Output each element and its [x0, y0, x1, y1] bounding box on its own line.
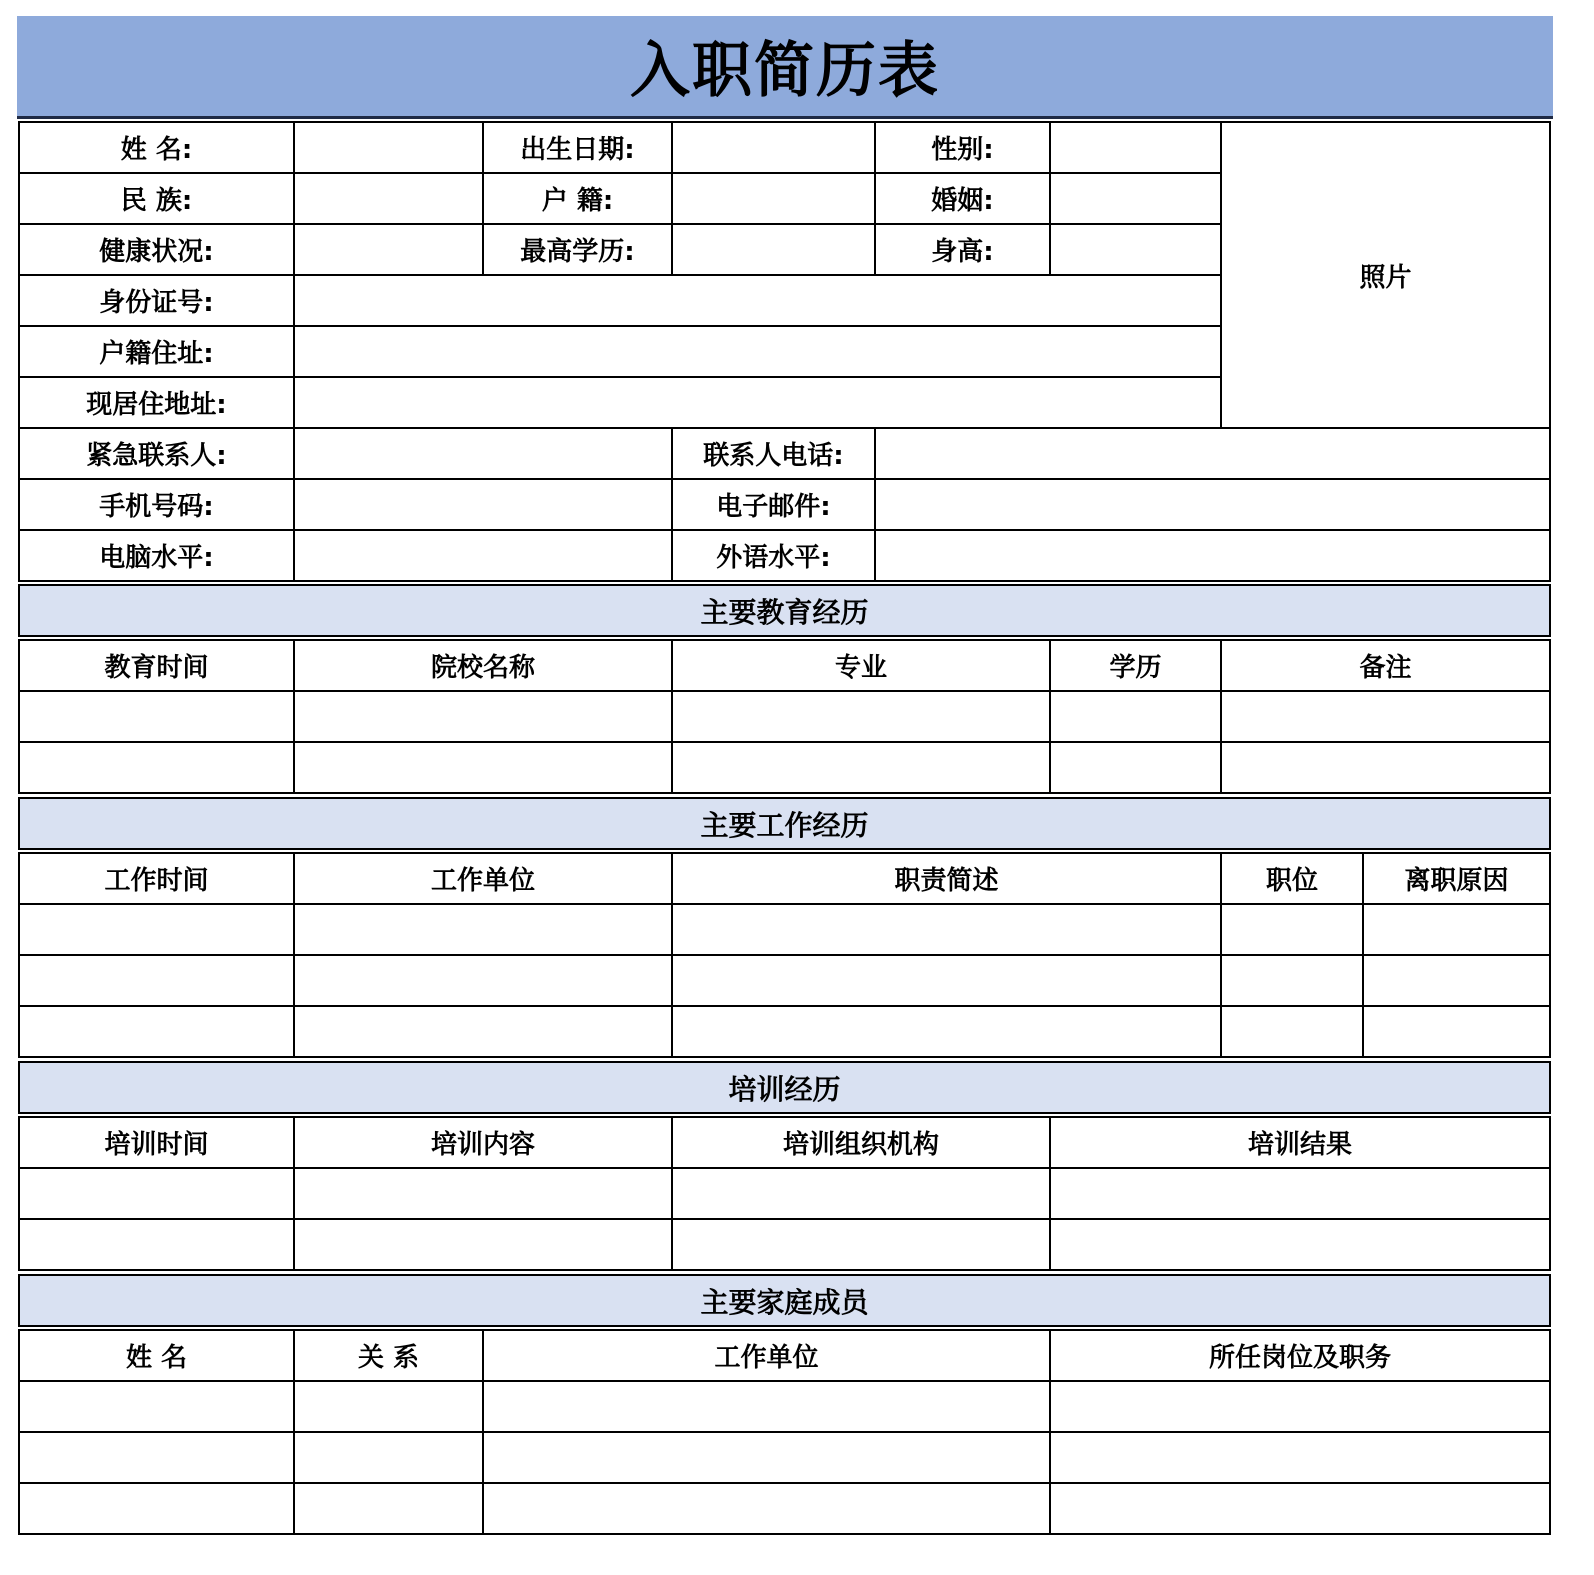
emergency-contact-label: 紧急联系人:: [18, 427, 295, 480]
title-divider: [17, 116, 1553, 119]
education-level-label: 最高学历:: [482, 223, 673, 276]
id-number-label: 身份证号:: [18, 274, 295, 327]
work-cell[interactable]: [18, 1005, 295, 1058]
family-header-company: 工作单位: [482, 1329, 1051, 1382]
work-cell[interactable]: [671, 1005, 1222, 1058]
education-header-major: 专业: [671, 639, 1051, 692]
contact-phone-label: 联系人电话:: [671, 427, 876, 480]
work-header-leave-reason: 离职原因: [1362, 852, 1551, 905]
family-cell[interactable]: [1049, 1431, 1551, 1484]
education-header-school: 院校名称: [293, 639, 673, 692]
training-header-time: 培训时间: [18, 1116, 295, 1169]
mobile-label: 手机号码:: [18, 478, 295, 531]
name-field[interactable]: [293, 121, 484, 174]
work-section-header: 主要工作经历: [18, 797, 1551, 850]
language-skill-field[interactable]: [874, 529, 1551, 582]
training-section-header: 培训经历: [18, 1061, 1551, 1114]
work-cell[interactable]: [1362, 954, 1551, 1007]
work-cell[interactable]: [1220, 1005, 1364, 1058]
work-cell[interactable]: [1220, 954, 1364, 1007]
work-cell[interactable]: [18, 903, 295, 956]
work-cell[interactable]: [1362, 903, 1551, 956]
work-cell[interactable]: [18, 954, 295, 1007]
hukou-label: 户 籍:: [482, 172, 673, 225]
hukou-address-field[interactable]: [293, 325, 1222, 378]
family-cell[interactable]: [1049, 1380, 1551, 1433]
family-cell[interactable]: [293, 1431, 484, 1484]
title-banner: [17, 16, 1553, 116]
family-cell[interactable]: [18, 1482, 295, 1535]
health-field[interactable]: [293, 223, 484, 276]
ethnicity-label: 民 族:: [18, 172, 295, 225]
hukou-address-label: 户籍住址:: [18, 325, 295, 378]
family-cell[interactable]: [18, 1431, 295, 1484]
page-title: 入职简历表: [630, 36, 940, 106]
education-cell[interactable]: [18, 741, 295, 794]
family-cell[interactable]: [1049, 1482, 1551, 1535]
family-header-relation: 关 系: [293, 1329, 484, 1382]
education-level-field[interactable]: [671, 223, 876, 276]
marriage-label: 婚姻:: [874, 172, 1051, 225]
training-header-result: 培训结果: [1049, 1116, 1551, 1169]
training-cell[interactable]: [1049, 1167, 1551, 1220]
ethnicity-field[interactable]: [293, 172, 484, 225]
education-section-header: 主要教育经历: [18, 584, 1551, 637]
emergency-contact-field[interactable]: [293, 427, 673, 480]
education-header-notes: 备注: [1220, 639, 1551, 692]
training-cell[interactable]: [293, 1218, 673, 1271]
height-label: 身高:: [874, 223, 1051, 276]
work-cell[interactable]: [293, 1005, 673, 1058]
training-cell[interactable]: [18, 1167, 295, 1220]
photo-label: 照片: [1359, 262, 1412, 293]
computer-skill-label: 电脑水平:: [18, 529, 295, 582]
hukou-field[interactable]: [671, 172, 876, 225]
email-field[interactable]: [874, 478, 1551, 531]
family-cell[interactable]: [482, 1482, 1051, 1535]
family-section-header: 主要家庭成员: [18, 1274, 1551, 1327]
training-cell[interactable]: [293, 1167, 673, 1220]
education-cell[interactable]: [1220, 690, 1551, 743]
family-cell[interactable]: [293, 1482, 484, 1535]
family-cell[interactable]: [482, 1380, 1051, 1433]
education-cell[interactable]: [18, 690, 295, 743]
education-cell[interactable]: [293, 690, 673, 743]
work-cell[interactable]: [1362, 1005, 1551, 1058]
current-address-field[interactable]: [293, 376, 1222, 429]
education-cell[interactable]: [1220, 741, 1551, 794]
health-label: 健康状况:: [18, 223, 295, 276]
photo-box[interactable]: [1220, 121, 1551, 429]
family-cell[interactable]: [18, 1380, 295, 1433]
computer-skill-field[interactable]: [293, 529, 673, 582]
gender-label: 性别:: [874, 121, 1051, 174]
training-cell[interactable]: [1049, 1218, 1551, 1271]
education-cell[interactable]: [293, 741, 673, 794]
work-header-time: 工作时间: [18, 852, 295, 905]
work-cell[interactable]: [293, 954, 673, 1007]
education-header-degree: 学历: [1049, 639, 1222, 692]
training-cell[interactable]: [671, 1218, 1051, 1271]
work-header-position: 职位: [1220, 852, 1364, 905]
work-header-company: 工作单位: [293, 852, 673, 905]
education-header-time: 教育时间: [18, 639, 295, 692]
birth-date-field[interactable]: [671, 121, 876, 174]
birth-date-label: 出生日期:: [482, 121, 673, 174]
family-header-name: 姓 名: [18, 1329, 295, 1382]
contact-phone-field[interactable]: [874, 427, 1551, 480]
training-cell[interactable]: [671, 1167, 1051, 1220]
current-address-label: 现居住地址:: [18, 376, 295, 429]
work-cell[interactable]: [293, 903, 673, 956]
marriage-field[interactable]: [1049, 172, 1222, 225]
training-cell[interactable]: [18, 1218, 295, 1271]
education-cell[interactable]: [671, 690, 1051, 743]
family-header-position: 所任岗位及职务: [1049, 1329, 1551, 1382]
work-cell[interactable]: [671, 903, 1222, 956]
name-label: 姓 名:: [18, 121, 295, 174]
training-header-organizer: 培训组织机构: [671, 1116, 1051, 1169]
email-label: 电子邮件:: [671, 478, 876, 531]
work-header-duties: 职责简述: [671, 852, 1222, 905]
training-header-content: 培训内容: [293, 1116, 673, 1169]
work-cell[interactable]: [671, 954, 1222, 1007]
mobile-field[interactable]: [293, 478, 673, 531]
height-field[interactable]: [1049, 223, 1222, 276]
gender-field[interactable]: [1049, 121, 1222, 174]
id-number-field[interactable]: [293, 274, 1222, 327]
family-cell[interactable]: [293, 1380, 484, 1433]
education-cell[interactable]: [671, 741, 1051, 794]
work-cell[interactable]: [1220, 903, 1364, 956]
language-skill-label: 外语水平:: [671, 529, 876, 582]
education-cell[interactable]: [1049, 690, 1222, 743]
family-cell[interactable]: [482, 1431, 1051, 1484]
education-cell[interactable]: [1049, 741, 1222, 794]
